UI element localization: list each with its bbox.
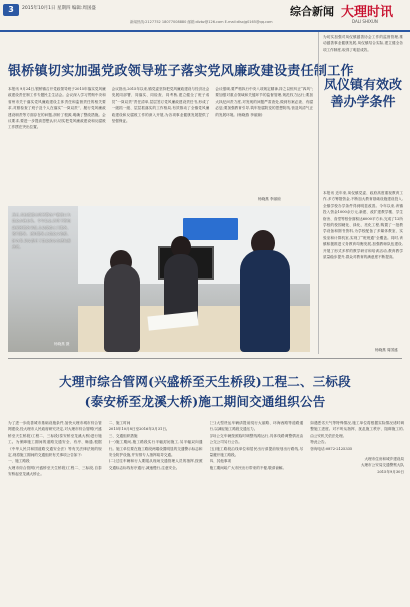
article-body — [8, 86, 313, 202]
notice-headline — [8, 372, 402, 412]
newspaper-logo: 大理时讯 — [341, 5, 394, 20]
newspaper-logo-subtitle: DALI SHIXUN — [352, 19, 378, 24]
article-column: 本报讯 9月24日,银桥镇召开党政领导班子2015年落实党风廉政建设责任制工作专题民主生活会。会议深入学习贯彻中央和省州市关于落实党风廉政建设主体责任和监督责任的相关要求,对照检查了班子及个人在落实“一岗双责”、履行党风廉政建设职责等方面存在的问题,剖析了根源,明确了整改措施。会议要求,要进一步提高思想认识,切实把党风廉政建设和反腐败工作摆在突出位置。 — [8, 87, 106, 130]
article-column: 会议指出,2015年以来,镇党委坚持把党风廉政建设与经济社会发展同部署、同落实、同检查、同考核,建立健全了班子成员“一岗双责”责任清单,层层签订党风廉政建设责任书,形成了一级抓一级、层层抓落实的工作格局,有效推动了全镇党风廉政建设和反腐败工作的深入开展,为各项事业健康发展提供了坚强保证。 — [111, 87, 210, 124]
photo-caption-byline: 杨晓燕 摄 — [54, 342, 70, 346]
article-column: 会议强调,要严格执行中央八项规定精神,持之以恒纠正“四风”;要加强对重点领域和关键环节的监督管理,规范权力运行;要加大执纪问责力度,对发现的问题严肃查处,做到有案必查、有腐必惩;要加强教育引导,筑牢拒腐防变的思想防线,营造风清气正的发展环境。(杨晓燕 李丽琼) — [215, 87, 314, 117]
section-title: 综合新闻 — [290, 5, 334, 18]
notice-signoff-org: 大理市住房和城乡建设局 — [364, 457, 404, 462]
sidebar-article — [318, 32, 405, 354]
section-divider — [8, 358, 402, 359]
article-byline: 杨晓燕 李丽琼 — [258, 197, 281, 201]
page-header — [0, 0, 410, 32]
photo-blue-sign — [183, 218, 238, 240]
sidebar-headline: 凤仪镇有效改善办学条件 — [323, 78, 402, 110]
notice-signoff — [310, 456, 404, 475]
dateline: 2015年10月1日 星期四 编辑:周国盛 — [22, 6, 96, 11]
notice-body — [8, 420, 404, 600]
sidebar-byline: 杨晓燕 周国盛 — [375, 348, 398, 352]
contact-info: 新闻热线:2127752 18077008880 邮箱:dlzbz@126.com E-mail:dlsxjg0165@qq.com — [130, 20, 273, 24]
notice-column: 二、施工时间 2015年10月8日至2016年3月31日。 三、交通组织措施 (一)施工期间,施工路段实行半幅封闭施工,另半幅双向通行。施工单位要在施工路段两端设置明显的交通警示标志和安全防护设施,并安排专人指挥疏导交通。 (二)过往车辆和行人要服从现场交通管理人员的指挥,按照交通标志标线有序通行,减速慢行,注意安全。 — [108, 421, 203, 470]
news-photo — [8, 206, 310, 352]
photo-police-officer — [240, 250, 290, 352]
article-headline: 银桥镇切实加强党政领导班子落实党风廉政建设责任制工作 — [8, 64, 354, 79]
sidebar-intro: 为切实加强对凤仪镇慈善协会工作的监督管理,推动慈善事业健康发展,凤仪镇结合实际,建立健全各项工作制度,取得了明显成效。 — [323, 35, 403, 52]
notice-column: 如遇恶劣天气等特殊情况,施工单位将根据实际情况适时调整施工进度。对不听从指挥、扰乱施工秩序、阻碍施工的,由公安机关依法处理。 特此公告。 咨询电话:0872-2125335 — [310, 421, 404, 451]
photo-caption: 近日,凤仪镇派出所民警在户籍窗口为群众办理业务。今年以来,该所不断创新便民服务举措,主动提供上门服务、预约服务、延时服务,让群众少跑路、好办事,切实提升了群众的安全感和满意度。 — [12, 213, 71, 250]
sidebar-body: 本报讯 近年来,凤仪镇党委、政府高度重视教育工作,多方筹措资金,不断加大教育基础设施建设投入,全镇学校办学条件得到明显改善。今年以来,该镇投入资金1000余万元,新建、改扩建教学楼、学生宿舍、食堂等校舍面积达6000平方米,完成了12所学校的校园硬化、绿化、亮化工程,购置了一批教学设备和图书资料,为学校配备了多媒体教室、实验室和计算机室,实现了“班班通”全覆盖。同时,该镇积极推进义务教育均衡发展,加强教师队伍建设,开展了形式多样的教学研讨和培训活动,教育教学质量稳步提升,群众对教育的满意度不断提高。 — [323, 191, 403, 260]
notice-signoff-date: 2015年9月30日 — [377, 469, 404, 474]
notice-column: (三)大型货运车辆请提前绕行大丽路、环海西路等道路通行,以减轻施工路段交通压力。 (四)公交车辆按照临时调整线路运行,具体线路调整情况由公交公司另行公告。 (五)施工路段沿线单位和居民出行请提前规划出行路线,尽量避开施工路段。 四、其他事项 施工期间给广大市民出行带来的不便,敬请谅解。 — [209, 421, 304, 470]
notice-headline-line: (泰安桥至龙溪大桥)施工期间交通组织公告 — [84, 394, 326, 409]
photo-person — [104, 264, 140, 352]
notice-column-last — [310, 420, 404, 600]
page-number-badge: 3 — [3, 4, 19, 16]
notice-signoff-org: 大理市公安局交通警察大队 — [360, 463, 404, 468]
notice-column: 为了进一步改善城市基础设施条件,加快大理市城市综合管网建设,经大理市人民政府研究决定,对大理市综合管网(兴盛桥至天生桥段)工程二、三标段(泰安桥至龙溪大桥)进行施工。为保障施工期间的道路交通安全、有序、畅通,根据《中华人民共和国道路交通安全法》等有关法律法规的规定,现将施工期间的交通组织有关事项公告如下: 一、施工路段 大理市综合管网(兴盛桥至天生桥段)工程二、三标段,自泰安桥起至龙溪大桥止。 — [8, 421, 102, 477]
notice-headline-line: 大理市综合管网(兴盛桥至天生桥段)工程二、三标段 — [59, 374, 351, 389]
